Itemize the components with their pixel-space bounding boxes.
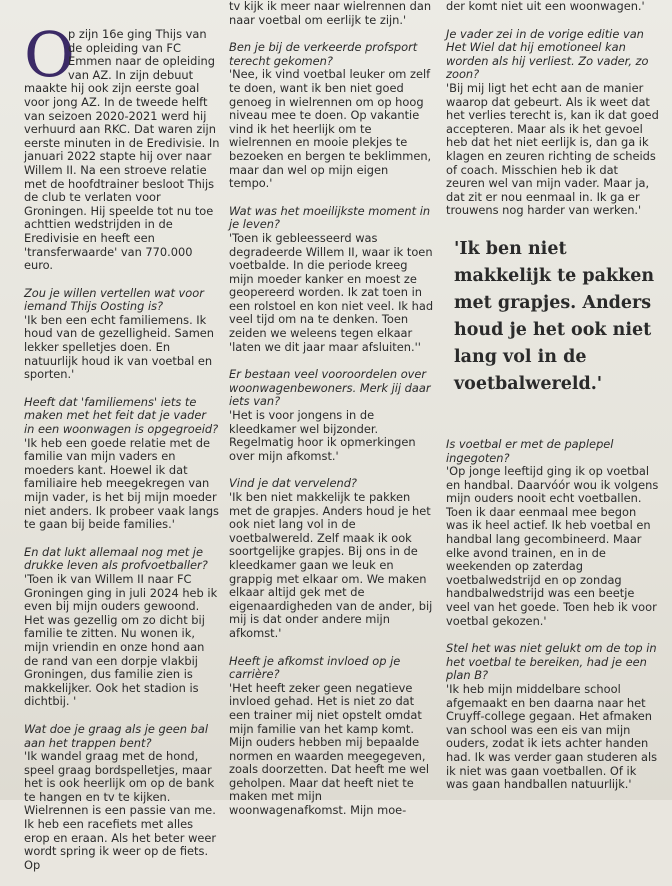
answer: 'Toen ik van Willem II naar FC Groningen ging in juli 2024 heb ik even bij mijn ouders gewoond. Het was gezellig om zo dicht bij familie te zitten. Nu wonen ik, mijn vriendin en onze hond aan de rand van een dorpje vlakbij Groningen, dus familie zien is makkelijker. Ook het stadion is dichtbij. ' bbox=[24, 571, 218, 709]
question: En dat lukt allemaal nog met je drukke leven als profvoetballer? bbox=[24, 544, 208, 573]
qa-item bbox=[24, 396, 220, 532]
answer: 'Toen ik gebleesseerd was degradeerde Willem II, waar ik toen voetbalde. In die periode kreeg mijn moeder kanker en moest ze geopereerd worden. Ik zat toen in een rolstoel en kon niet veel. Ik had veel tijd om na te denken. Toen zeiden we weleens tegen elkaar 'laten we dit jaar maar afsluiten.'' bbox=[229, 230, 434, 354]
question: Stel het was niet gelukt om de top in het voetbal te bereiken, had je een plan B? bbox=[446, 641, 657, 683]
qa-item bbox=[229, 655, 434, 818]
qa-item bbox=[446, 642, 660, 792]
column-middle bbox=[229, 0, 434, 832]
intro-text: p zijn 16e ging Thijs van de opleiding van FC Emmen naar de opleiding van AZ. In zijn debuut maakte hij ook zijn eerste goal voor jong AZ. In de tweede helft van seizoen 2020-2021 werd hij verhuurd aan RKC. Dat waren zijn eerste minuten in de Eredivisie. In januari 2022 stapte hij over naar Willem II. Na een stroeve relatie met de hoofdtrainer besloot Thijs de club te verlaten voor Groningen. Hij speelde tot nu toe achttien wedstrijden in de Eredivisie en heeft een 'transferwaarde' van 770.000 euro. bbox=[24, 27, 220, 273]
question: Heeft je afkomst invloed op je carrière? bbox=[229, 653, 401, 682]
column-right bbox=[446, 0, 660, 806]
question: Zou je willen vertellen wat voor iemand Thijs Oosting is? bbox=[24, 285, 204, 314]
answer: 'Het heeft zeker geen negatieve invloed gehad. Het is niet zo dat een trainer mij niet opstelt omdat mijn familie van het kamp komt. Mijn ouders hebben mij bepaalde normen en waarden meegegeven, zoals doorzetten. Dat heeft me wel geholpen. Maar dat heeft niet te maken met mijn woonwagenafkomst. Mijn moe- bbox=[229, 680, 430, 818]
intro-paragraph bbox=[24, 0, 220, 273]
answer: 'Op jonge leeftijd ging ik op voetbal en handbal. Daarvóór wou ik volgens mijn ouders nooit echt voetballen. Toen ik daar eenmaal mee begon was ik heel actief. Ik heb voetbal en handbal lang gecombineerd. Maar elke avond trainen, en in de weekenden op zaterdag voetbalwedstrijd en op zondag handbalwedstrijd was een beetje veel van het goede. Toen heb ik voor voetbal gekozen.' bbox=[446, 464, 659, 628]
answer: 'Ik heb mijn middelbare school afgemaakt en ben daarna naar het Cruyff-college gegaan. Het afmaken van school was een eis van mijn ouders, zodat ik iets achter handen had. Ik was verder gaan studeren als ik niet was gaan voetballen. Of ik was gaan handballen natuurlijk.' bbox=[446, 682, 658, 792]
qa-item bbox=[24, 723, 220, 873]
continued-text: der komt niet uit een woonwagen.' bbox=[446, 0, 645, 13]
qa-item bbox=[229, 477, 434, 640]
answer: 'Ik ben een echt familiemens. Ik houd van de gezelligheid. Samen lekker spelletjes doen. En natuurlijk houd ik van voetbal en sporten.' bbox=[24, 312, 215, 382]
pull-quote: 'Ik ben niet makkelijk te pakken met grapjes. Anders houd je het ook niet lang vol in de voetbalwereld.' bbox=[454, 238, 655, 394]
drop-cap: O bbox=[24, 18, 75, 91]
column-left bbox=[24, 0, 220, 886]
qa-item bbox=[229, 205, 434, 355]
question: Wat was het moeilijkste moment in je leven? bbox=[229, 203, 431, 232]
question: Je vader zei in de vorige editie van Het Wiel dat hij emotioneel kan worden als hij verliest. Zo vader, zo zoon? bbox=[446, 26, 649, 82]
qa-item bbox=[229, 368, 434, 463]
qa-item bbox=[24, 287, 220, 382]
answer: 'Ik wandel graag met de hond, speel graag bordspelletjes, maar het is ook heerlijk om op de bank te hangen en tv te kijken. Wielrennen is een passie van me. Ik heb een racefiets met alles erop en eraan. Als het beter weer wordt spring ik weer op de fiets. Op bbox=[24, 749, 217, 872]
question: Wat doe je graag als je geen bal aan het trappen bent? bbox=[24, 721, 209, 750]
question: Vind je dat vervelend? bbox=[229, 476, 357, 491]
answer: 'Nee, ik vind voetbal leuker om zelf te doen, want ik ben niet goed genoeg in wielrennen om op hoog niveau mee te doen. Op vakantie vind ik het heerlijk om te wielrennen en mooie plekjes te bezoeken en bergen te beklimmen, maar dan wel op mijn eigen tempo.' bbox=[229, 67, 432, 191]
question: Is voetbal er met de paplepel ingegoten? bbox=[446, 436, 614, 465]
answer: 'Het is voor jongens in de kleedkamer wel bijzonder. Regelmatig hoor ik opmerkingen over mijn afkomst.' bbox=[229, 408, 416, 463]
question: Heeft dat 'familiemens' iets te maken met het feit dat je vader in een woonwagen is opgegroeid? bbox=[24, 394, 219, 437]
qa-item bbox=[446, 28, 660, 218]
question: Er bestaan veel vooroordelen over woonwagenbewoners. Merk jij daar iets van? bbox=[229, 367, 431, 409]
answer: 'Ik ben niet makkelijk te pakken met de grapjes. Anders houd je het ook niet lang vol in de voetbalwereld. Zelf maak ik ook soortgelijke grapjes. Bij ons in de kleedkamer gaan we leuk en grappig met elkaar om. We maken elkaar altijd gek met de eigenaardigheden van de ander, bij mij is dat onder andere mijn afkomst.' bbox=[229, 490, 433, 640]
question: Ben je bij de verkeerde profsport terecht gekomen? bbox=[229, 40, 418, 68]
answer: 'Ik heb een goede relatie met de familie van mijn vaders en moeders kant. Hoewel ik dat familiaire heb meegekregen van mijn vader, is het bij mijn moeder niet anders. Ik probeer vaak langs te gaan bij beide families.' bbox=[24, 435, 219, 532]
answer: 'Bij mij ligt het echt aan de manier waarop dat gebeurt. Als ik weet dat het verlies terecht is, kan ik dat goed accepteren. Maar als ik het gevoel heb dat het niet eerlijk is, dan ga ik klagen en zeuren richting de scheids of coach. Misschien heb ik dat zeuren wel van mijn vader. Maar ja, dat zit er nou eenmaal in. Ik ga er trouwens nog harder van werken.' bbox=[446, 80, 659, 218]
continued-text: tv kijk ik meer naar wielrennen dan naar voetbal om eerlijk te zijn.' bbox=[229, 0, 432, 27]
qa-item bbox=[229, 41, 434, 191]
qa-item bbox=[446, 438, 660, 628]
qa-item bbox=[24, 546, 220, 709]
